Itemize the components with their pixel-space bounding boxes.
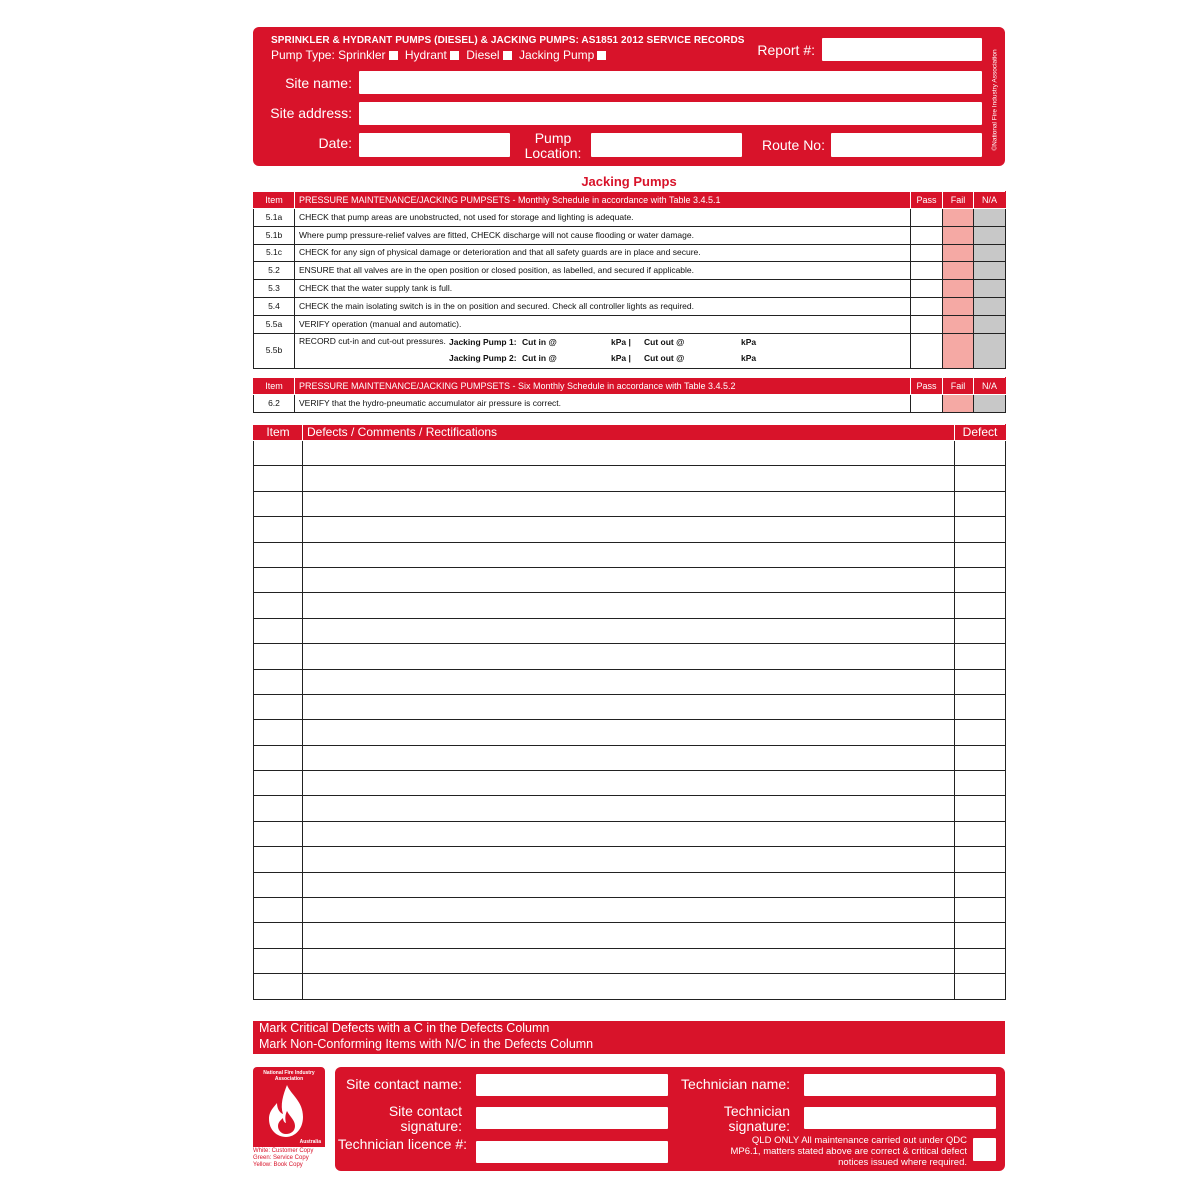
table-row — [254, 297, 1006, 315]
defect-comment-cell[interactable] — [303, 517, 955, 542]
item-description: CHECK that pump areas are unobstructed, not used for storage and lighting is adequate. — [295, 209, 911, 227]
defect-row — [254, 542, 1006, 567]
defect-comment-cell[interactable] — [303, 542, 955, 567]
option-diesel: Diesel — [466, 48, 500, 62]
item-number: 5.1b — [254, 226, 295, 244]
defect-item-cell[interactable] — [254, 872, 303, 897]
item-description: CHECK that the water supply tank is full. — [295, 280, 911, 298]
defect-code-cell[interactable] — [955, 517, 1006, 542]
six-monthly-schedule-table — [253, 377, 1006, 413]
defect-code-cell[interactable] — [955, 872, 1006, 897]
copy-distribution — [253, 1148, 313, 1169]
pass-cell[interactable] — [911, 280, 943, 298]
defect-item-cell[interactable] — [254, 974, 303, 999]
defect-item-cell[interactable] — [254, 847, 303, 872]
defect-code-cell[interactable] — [955, 441, 1006, 466]
diesel-checkbox[interactable] — [503, 51, 512, 60]
defect-row — [254, 821, 1006, 846]
na-cell[interactable] — [974, 333, 1006, 368]
defect-row — [254, 898, 1006, 923]
site-contact-signature-field[interactable] — [476, 1107, 668, 1129]
defect-comment-cell[interactable] — [303, 898, 955, 923]
defect-row — [254, 441, 1006, 466]
na-cell[interactable] — [974, 297, 1006, 315]
defect-code-cell[interactable] — [955, 491, 1006, 516]
white-copy: White: Customer Copy — [253, 1148, 314, 1154]
defect-row — [254, 745, 1006, 770]
report-number-field[interactable] — [822, 38, 982, 61]
defect-comment-cell[interactable] — [303, 847, 955, 872]
defect-comment-cell[interactable] — [303, 923, 955, 948]
table-row — [254, 280, 1006, 298]
date-field[interactable] — [359, 133, 510, 157]
fail-cell[interactable] — [943, 226, 974, 244]
defect-item-cell[interactable] — [254, 948, 303, 973]
logo-badge — [253, 1067, 325, 1147]
table-row — [254, 226, 1006, 244]
col-item: Item — [254, 425, 303, 441]
green-copy: Green: Service Copy — [253, 1155, 309, 1161]
defect-item-cell[interactable] — [254, 441, 303, 466]
pump-2-cut-in-label: Cut in @ — [522, 353, 557, 364]
pump-type-row — [271, 48, 610, 62]
defect-item-cell[interactable] — [254, 898, 303, 923]
col-defect: Defect — [955, 425, 1006, 441]
pass-cell[interactable] — [911, 244, 943, 262]
col-na: N/A — [974, 378, 1006, 395]
site-contact-signature-label: Site contact signature: — [388, 1103, 462, 1134]
defect-item-cell[interactable] — [254, 593, 303, 618]
table-header — [254, 192, 1006, 209]
defect-comment-cell[interactable] — [303, 974, 955, 999]
defect-item-cell[interactable] — [254, 491, 303, 516]
pass-cell[interactable] — [911, 226, 943, 244]
fail-cell[interactable] — [943, 333, 974, 368]
record-pressures-row — [254, 333, 1006, 368]
nfia-logo — [253, 1067, 325, 1171]
item-description: CHECK the main isolating switch is in the on position and secured. Check all controller lights as required. — [295, 297, 911, 315]
defect-row — [254, 669, 1006, 694]
qld-note: QLD ONLY All maintenance carried out under QDC MP6.1, matters stated above are correct & critical defect notices issued where required. — [730, 1135, 967, 1168]
na-cell[interactable] — [974, 262, 1006, 280]
defect-comment-cell[interactable] — [303, 720, 955, 745]
site-address-field[interactable] — [359, 102, 982, 125]
defect-row — [254, 872, 1006, 897]
technician-signature-field[interactable] — [804, 1107, 996, 1129]
col-item: Item — [254, 378, 295, 395]
na-cell[interactable] — [974, 315, 1006, 333]
site-name-field[interactable] — [359, 71, 982, 94]
pump-2-line — [449, 351, 756, 367]
pump-2-kpa-sep: kPa | — [611, 353, 631, 364]
defect-row — [254, 593, 1006, 618]
defect-row — [254, 974, 1006, 999]
table-row — [254, 244, 1006, 262]
defect-row — [254, 720, 1006, 745]
defect-code-cell[interactable] — [955, 974, 1006, 999]
defect-row — [254, 847, 1006, 872]
pass-cell[interactable] — [911, 262, 943, 280]
pressure-grid — [449, 335, 756, 367]
col-item: Item — [254, 192, 295, 209]
pump-1-label: Jacking Pump 1: — [449, 337, 517, 348]
defect-comment-cell[interactable] — [303, 618, 955, 643]
defect-item-cell[interactable] — [254, 669, 303, 694]
col-pass: Pass — [911, 378, 943, 395]
pump-2-label: Jacking Pump 2: — [449, 353, 517, 364]
record-pressures-cell — [295, 333, 911, 368]
defect-row — [254, 923, 1006, 948]
col-pass: Pass — [911, 192, 943, 209]
defect-comment-cell[interactable] — [303, 771, 955, 796]
defect-code-cell[interactable] — [955, 567, 1006, 592]
item-number: 5.3 — [254, 280, 295, 298]
copyright-vertical: ©National Fire Industry Association — [991, 49, 999, 151]
item-description: Where pump pressure-relief valves are fitted, CHECK discharge will not cause flooding or water damage. — [295, 226, 911, 244]
pump-1-line — [449, 335, 756, 351]
qld-checkbox[interactable] — [973, 1138, 996, 1161]
defect-comment-cell[interactable] — [303, 644, 955, 669]
defect-item-cell[interactable] — [254, 796, 303, 821]
defect-code-cell[interactable] — [955, 694, 1006, 719]
defect-item-cell[interactable] — [254, 466, 303, 491]
defect-row — [254, 517, 1006, 542]
defect-item-cell[interactable] — [254, 644, 303, 669]
defect-code-cell[interactable] — [955, 593, 1006, 618]
defect-comment-cell[interactable] — [303, 491, 955, 516]
record-pressures — [299, 335, 906, 367]
col-fail: Fail — [943, 378, 974, 395]
section-title: Jacking Pumps — [581, 174, 677, 189]
defect-comment-cell[interactable] — [303, 593, 955, 618]
na-cell[interactable] — [974, 395, 1006, 413]
route-number-field[interactable] — [831, 133, 982, 157]
pass-cell[interactable] — [911, 395, 943, 413]
technician-signature-label: Technician signature: — [723, 1103, 790, 1134]
defect-item-cell[interactable] — [254, 720, 303, 745]
defect-comment-cell[interactable] — [303, 567, 955, 592]
table-row — [254, 262, 1006, 280]
defect-row — [254, 796, 1006, 821]
defect-code-cell[interactable] — [955, 821, 1006, 846]
header-panel — [253, 27, 1005, 166]
pass-cell[interactable] — [911, 209, 943, 227]
na-cell[interactable] — [974, 226, 1006, 244]
pass-cell[interactable] — [911, 315, 943, 333]
na-cell[interactable] — [974, 209, 1006, 227]
table-header — [254, 425, 1006, 441]
item-description: VERIFY that the hydro-pneumatic accumulator air pressure is correct. — [295, 395, 911, 413]
sprinkler-checkbox[interactable] — [389, 51, 398, 60]
pump-1-cut-in-label: Cut in @ — [522, 337, 557, 348]
defect-comment-cell[interactable] — [303, 669, 955, 694]
defect-code-cell[interactable] — [955, 771, 1006, 796]
defect-item-cell[interactable] — [254, 923, 303, 948]
col-fail: Fail — [943, 192, 974, 209]
defect-item-cell[interactable] — [254, 517, 303, 542]
defect-row — [254, 466, 1006, 491]
item-number: 5.4 — [254, 297, 295, 315]
defect-code-cell[interactable] — [955, 948, 1006, 973]
record-instruction: RECORD cut-in and cut-out pressures. — [299, 335, 446, 346]
defects-table — [253, 424, 1006, 1000]
defect-item-cell[interactable] — [254, 542, 303, 567]
defect-code-cell[interactable] — [955, 644, 1006, 669]
defect-item-cell[interactable] — [254, 771, 303, 796]
fail-cell[interactable] — [943, 280, 974, 298]
defect-notes — [253, 1021, 1005, 1054]
defect-row — [254, 948, 1006, 973]
defect-comment-cell[interactable] — [303, 948, 955, 973]
site-contact-name-label: Site contact name: — [346, 1076, 462, 1092]
option-sprinkler: Sprinkler — [338, 48, 386, 62]
defect-comment-cell[interactable] — [303, 796, 955, 821]
item-description: VERIFY operation (manual and automatic). — [295, 315, 911, 333]
defect-code-cell[interactable] — [955, 796, 1006, 821]
defect-row — [254, 567, 1006, 592]
defect-item-cell[interactable] — [254, 745, 303, 770]
site-contact-name-field[interactable] — [476, 1074, 668, 1096]
defect-comment-cell[interactable] — [303, 694, 955, 719]
na-cell[interactable] — [974, 280, 1006, 298]
defect-comment-cell[interactable] — [303, 466, 955, 491]
technician-licence-field[interactable] — [476, 1141, 668, 1163]
defect-code-cell[interactable] — [955, 466, 1006, 491]
defect-row — [254, 694, 1006, 719]
site-address-label: Site address: — [270, 105, 352, 121]
item-description: ENSURE that all valves are in the open position or closed position, as labelled, and secured if applicable. — [295, 262, 911, 280]
defect-item-cell[interactable] — [254, 567, 303, 592]
defect-item-cell[interactable] — [254, 821, 303, 846]
defect-comment-cell[interactable] — [303, 821, 955, 846]
col-na: N/A — [974, 192, 1006, 209]
pass-cell[interactable] — [911, 333, 943, 368]
option-hydrant: Hydrant — [404, 48, 447, 62]
fail-cell[interactable] — [943, 297, 974, 315]
fail-cell[interactable] — [943, 262, 974, 280]
item-number: 5.1c — [254, 244, 295, 262]
hydrant-checkbox[interactable] — [450, 51, 459, 60]
table-row — [254, 315, 1006, 333]
fail-cell[interactable] — [943, 315, 974, 333]
monthly-schedule-table — [253, 191, 1006, 369]
item-number: 5.2 — [254, 262, 295, 280]
table-row — [254, 395, 1006, 413]
item-number: 5.5b — [254, 333, 295, 368]
defect-code-cell[interactable] — [955, 898, 1006, 923]
defect-code-cell[interactable] — [955, 745, 1006, 770]
defect-code-cell[interactable] — [955, 847, 1006, 872]
signoff-panel — [335, 1067, 1005, 1171]
pump-location-label: Pump Location: — [524, 130, 582, 161]
pump-2-cut-out-label: Cut out @ — [644, 353, 685, 364]
defect-code-cell[interactable] — [955, 618, 1006, 643]
technician-name-field[interactable] — [804, 1074, 996, 1096]
col-description: PRESSURE MAINTENANCE/JACKING PUMPSETS - Monthly Schedule in accordance with Table 3.4.5.1 — [295, 192, 911, 209]
report-label: Report #: — [757, 42, 815, 58]
item-number: 6.2 — [254, 395, 295, 413]
technician-name-label: Technician name: — [681, 1076, 790, 1092]
option-jacking-pump: Jacking Pump — [518, 48, 595, 62]
defect-code-cell[interactable] — [955, 669, 1006, 694]
logo-country: Australia — [299, 1139, 321, 1145]
defect-code-cell[interactable] — [955, 542, 1006, 567]
defect-comment-cell[interactable] — [303, 441, 955, 466]
item-description: CHECK for any sign of physical damage or deterioration and that all safety guards are in place and secure. — [295, 244, 911, 262]
fail-cell[interactable] — [943, 244, 974, 262]
fail-cell[interactable] — [943, 209, 974, 227]
logo-org-name: National Fire Industry Association — [263, 1070, 315, 1082]
fail-cell[interactable] — [943, 395, 974, 413]
na-cell[interactable] — [974, 244, 1006, 262]
pump-type-label: Pump Type: — [271, 48, 335, 62]
jacking-pump-checkbox[interactable] — [597, 51, 606, 60]
pump-1-cut-out-label: Cut out @ — [644, 337, 685, 348]
defect-code-cell[interactable] — [955, 923, 1006, 948]
defect-comment-cell[interactable] — [303, 745, 955, 770]
pump-location-field[interactable] — [591, 133, 742, 157]
table-row — [254, 209, 1006, 227]
col-defects-comments: Defects / Comments / Rectifications — [303, 425, 955, 441]
pump-1-kpa-sep: kPa | — [611, 337, 631, 348]
defect-item-cell[interactable] — [254, 618, 303, 643]
pump-1-kpa: kPa — [741, 337, 757, 348]
critical-note: Mark Critical Defects with a C in the Defects Column — [259, 1021, 550, 1035]
site-name-label: Site name: — [285, 75, 352, 91]
pass-cell[interactable] — [911, 297, 943, 315]
defect-code-cell[interactable] — [955, 720, 1006, 745]
date-label: Date: — [318, 135, 352, 151]
col-description: PRESSURE MAINTENANCE/JACKING PUMPSETS - Six Monthly Schedule in accordance with Table 3.4.5.2 — [295, 378, 911, 395]
technician-licence-label: Technician licence #: — [337, 1136, 467, 1152]
defect-comment-cell[interactable] — [303, 872, 955, 897]
form-title: SPRINKLER & HYDRANT PUMPS (DIESEL) & JACKING PUMPS: AS1851 2012 SERVICE RECORDS — [271, 35, 745, 46]
flame-icon — [253, 1067, 325, 1147]
defect-row — [254, 644, 1006, 669]
table-header — [254, 378, 1006, 395]
defect-row — [254, 771, 1006, 796]
defect-row — [254, 491, 1006, 516]
defect-row — [254, 618, 1006, 643]
item-number: 5.5a — [254, 315, 295, 333]
pump-2-kpa: kPa — [741, 353, 757, 364]
yellow-copy: Yellow: Book Copy — [253, 1162, 303, 1168]
defect-item-cell[interactable] — [254, 694, 303, 719]
route-label: Route No: — [761, 137, 825, 153]
item-number: 5.1a — [254, 209, 295, 227]
non-conforming-note: Mark Non-Conforming Items with N/C in the Defects Column — [259, 1036, 594, 1051]
